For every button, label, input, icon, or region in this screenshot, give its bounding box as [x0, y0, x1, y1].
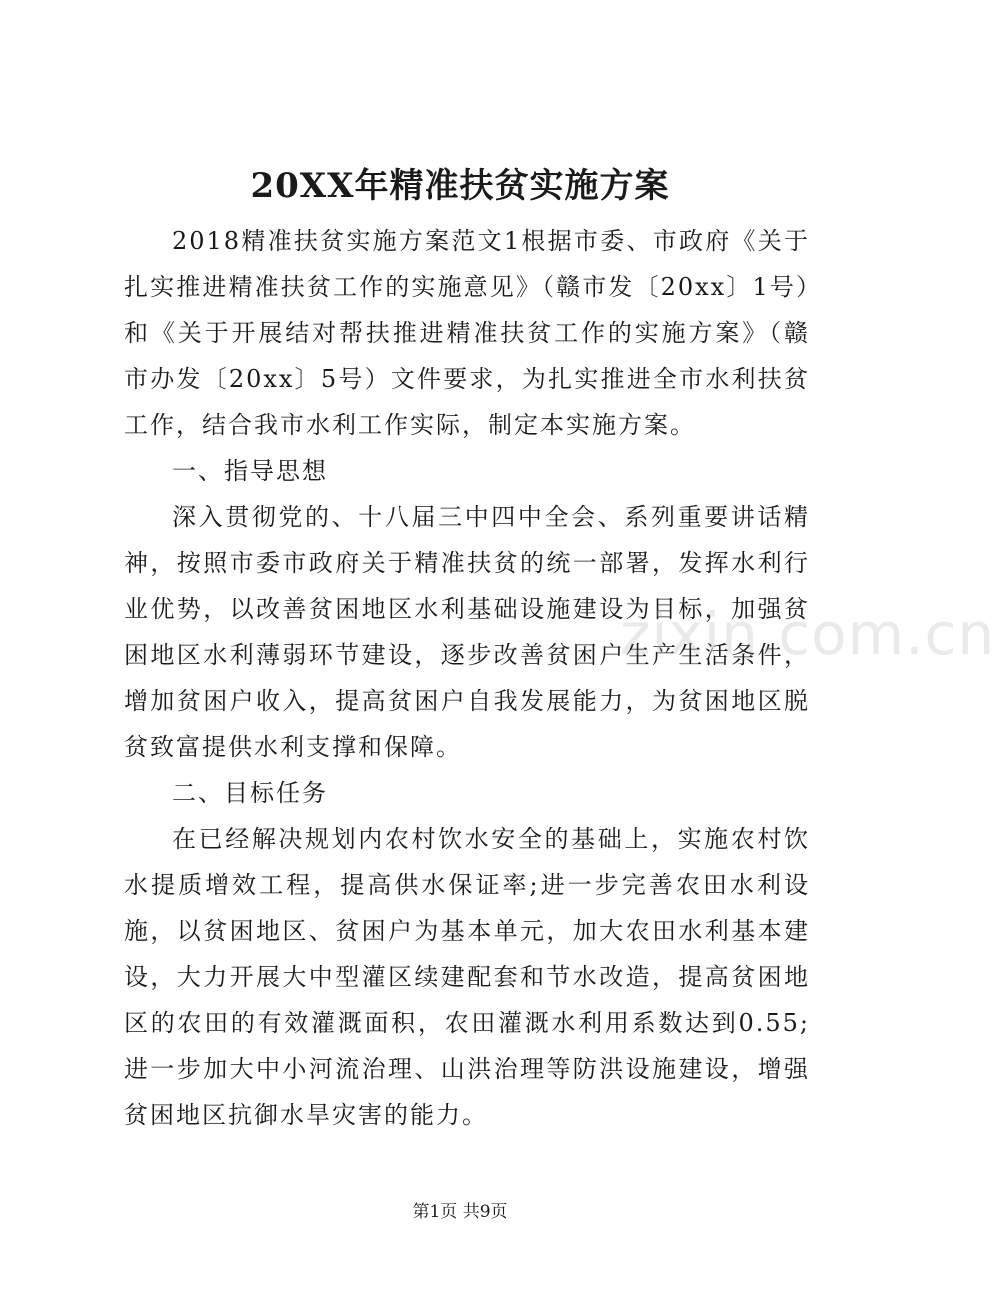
document-title: 20XX年精准扶贫实施方案: [250, 166, 670, 206]
page-footer: 第1页 共9页: [412, 1202, 508, 1222]
watermark-text: zixin.com.cn: [620, 600, 995, 668]
paragraph-objectives: 在已经解决规划内农村饮水安全的基础上，实施农村饮水提质增效工程，提高供水保证率;进一步完善农田水利设施，以贫困地区、贫困户为基本单元，加大农田水利基本建设，大力开展大中型灌区续建配套和节水改造，提高贫困地区的农田的有效灌溉面积，农田灌溉水利用系数达到0.55;进一步加大中小河流治理、山洪治理等防洪设施建设，增强贫困地区抗御水旱灾害的能力。: [124, 825, 810, 1129]
paragraph-intro: 2018精准扶贫实施方案范文1根据市委、市政府《关于扎实推进精准扶贫工作的实施意见》（赣市发〔20xx〕1号）和《关于开展结对帮扶推进精准扶贫工作的实施方案》（赣市办发〔20xx〕5号）文件要求，为扎实推进全市水利扶贫工作，结合我市水利工作实际，制定本实施方案。: [124, 227, 810, 439]
section-heading-objectives: 二、目标任务: [172, 779, 328, 807]
document-body: [124, 218, 995, 1138]
paragraph-guiding-ideology: 深入贯彻党的、十八届三中四中全会、系列重要讲话精神，按照市委市政府关于精准扶贫的统一部署，发挥水利行业优势，以改善贫困地区水利基础设施建设为目标，加强贫困地区水利薄弱环节建设，逐步改善贫困户生产生活条件，增加贫困户收入，提高贫困户自我发展能力，为贫困地区脱贫致富提供水利支撑和保障。: [124, 503, 810, 761]
section-heading-guiding-ideology: 一、指导思想: [172, 457, 328, 485]
